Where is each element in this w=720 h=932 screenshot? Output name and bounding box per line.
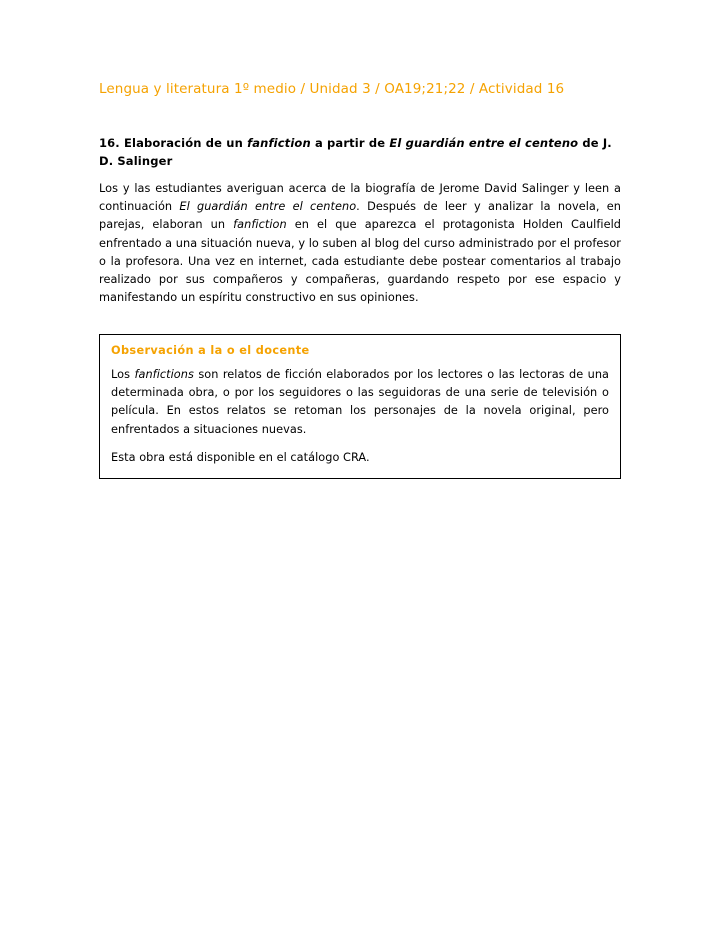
activity-body-italic-1: El guardián entre el centeno <box>179 199 357 213</box>
teacher-note-paragraph-2: Esta obra está disponible en el catálogo CRA. <box>111 450 370 464</box>
note-text-2: son relatos de ficción elaborados por los lectores o las lectoras de una determinada obra, o por los seguidores o las seguidoras de una serie de televisión o película. En estos relatos se retoman los personajes de la novela original, pero enfrentados a situaciones nuevas. <box>111 367 610 436</box>
activity-body-text-1: Los y las estudiantes averiguan acerca de la biografía de Jerome David Salinger y leen a continuación <box>99 181 621 213</box>
activity-body-italic-2: fanfiction <box>233 218 287 232</box>
activity-body-text-3: en el que aparezca el protagonista Holden Caulfield enfrentado a una situación nueva, y lo suben al blog del curso administrado por el profesor o la profesora. Una vez en internet, cada estudiante debe postear comentarios al trabajo realizado por sus compañeros y compañeras, guardando respeto por ese espacio y manifestando un espíritu constructivo en sus opiniones. <box>99 218 621 305</box>
activity-body-text-2: . Después de leer y analizar la novela, en parejas, elaboran un <box>99 199 622 232</box>
teacher-note-box <box>99 334 621 479</box>
activity-title-italic-2: El guardián entre el centeno <box>389 136 579 150</box>
note-text-1: Los <box>111 367 135 381</box>
activity-title-text-3: de J. D. Salinger <box>99 136 612 168</box>
breadcrumb: Lengua y literatura 1º medio / Unidad 3 / OA19;21;22 / Actividad 16 <box>99 81 565 97</box>
activity-content <box>99 135 621 479</box>
activity-title-text-1: 16. Elaboración de un <box>99 136 248 150</box>
activity-title <box>99 135 621 171</box>
note-italic-1: fanfictions <box>134 367 194 381</box>
activity-title-text-2: a partir de <box>310 136 390 150</box>
teacher-note-title: Observación a la o el docente <box>111 343 310 357</box>
activity-description <box>99 180 621 308</box>
activity-title-italic-1: fanfiction <box>247 136 311 150</box>
teacher-note-paragraph-1 <box>111 366 609 439</box>
